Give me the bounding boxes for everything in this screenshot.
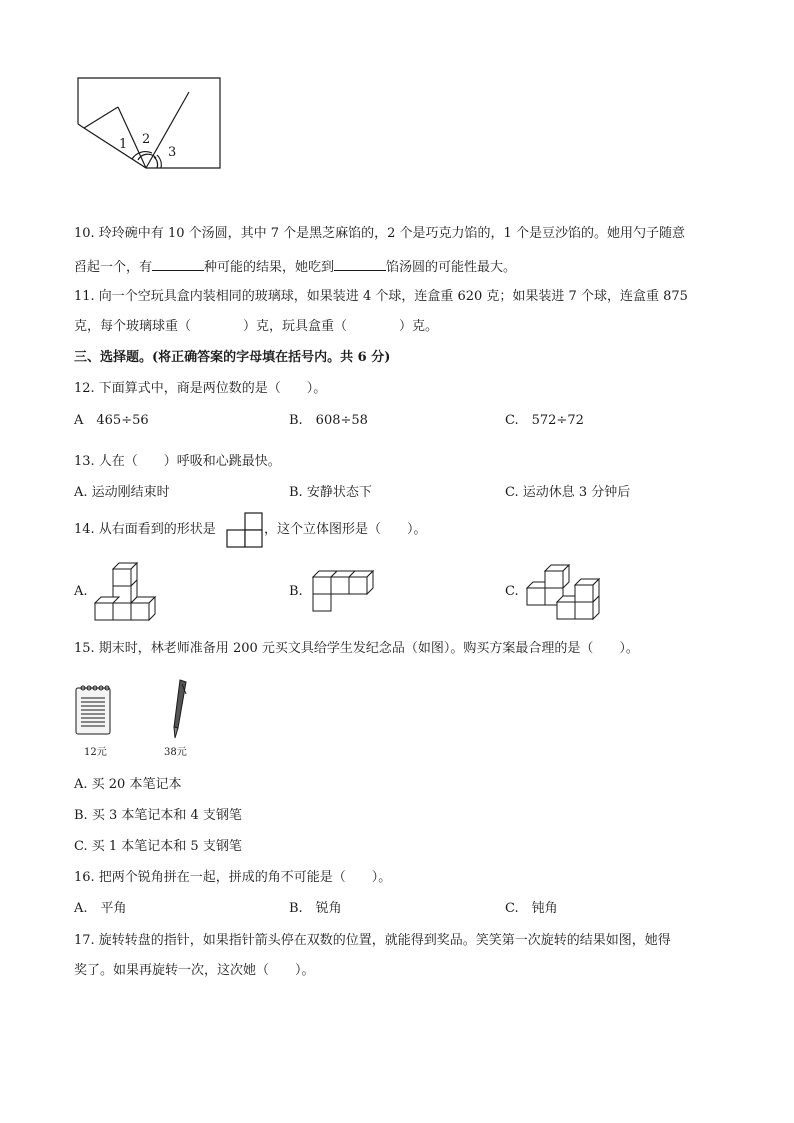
folded-paper-angle-figure — [72, 78, 232, 183]
q13-option-a[interactable]: A. 运动刚结束时 — [74, 485, 170, 500]
q13-option-c[interactable]: C. 运动休息 3 分钟后 — [505, 485, 631, 500]
q14-cube-figure-c[interactable] — [527, 562, 602, 622]
q14-stem-a: 14. 从右面看到的形状是 — [74, 522, 216, 537]
notebook-price: 12元 — [84, 747, 107, 758]
section-title: 三、选择题。(将正确答案的字母填在括号内。共 6 分) — [74, 350, 391, 365]
q16-option-c[interactable]: C. 钝角 — [505, 901, 558, 916]
q10-line2 — [74, 258, 516, 276]
q10-blank-1[interactable] — [152, 258, 204, 271]
q10-text-b: 种可能的结果，她吃到 — [204, 260, 335, 275]
q13-option-b[interactable]: B. 安静状态下 — [289, 485, 372, 500]
q16-option-a[interactable]: A. 平角 — [74, 901, 127, 916]
q12-option-c[interactable]: C. 572÷72 — [505, 413, 584, 428]
q16-stem: 16. 把两个锐角拼在一起，拼成的角不可能是（ ）。 — [74, 870, 392, 885]
q15-option-b[interactable]: B. 买 3 本笔记本和 4 支钢笔 — [74, 808, 242, 823]
q17-line1: 17. 旋转转盘的指针，如果指针箭头停在双数的位置，就能得到奖品。笑笑第一次旋转的结果如图，她得 — [74, 933, 671, 948]
q10-line1: 10. 玲玲碗中有 10 个汤圆，其中 7 个是黑芝麻馅的，2 个是巧克力馅的，1 个是豆沙馅的。她用勺子随意 — [74, 226, 685, 241]
q11-line1: 11. 向一个空玩具盒内装相同的玻璃球，如果装进 4 个球，连盒重 620 克；如果装进 7 个球，连盒重 875 — [74, 289, 688, 304]
q12-option-a[interactable]: A 465÷56 — [74, 413, 149, 428]
q14-cube-figure-b[interactable] — [313, 568, 383, 614]
q13-stem: 13. 人在（ ）呼吸和心跳最快。 — [74, 454, 281, 469]
pen-icon — [168, 678, 190, 740]
q14-stem-b: ，这个立体图形是（ ）。 — [264, 522, 427, 537]
q14-option-c[interactable]: C. — [505, 584, 519, 599]
q15-stem: 15. 期末时，林老师准备用 200 元买文具给学生发纪念品（如图）。购买方案最合理的是（ ）。 — [74, 641, 639, 656]
pen-price: 38元 — [164, 747, 187, 758]
notebook-icon — [74, 684, 114, 736]
q12-stem: 12. 下面算式中，商是两位数的是（ ）。 — [74, 381, 327, 396]
q17-line2: 奖了。如果再旋转一次，这次她（ ）。 — [74, 963, 315, 978]
q10-text-c: 馅汤圆的可能性最大。 — [386, 260, 517, 275]
q11-line2: 克，每个玻璃球重（ ）克，玩具盒重（ ）克。 — [74, 319, 439, 334]
q16-option-b[interactable]: B. 锐角 — [289, 901, 342, 916]
q14-cube-figure-a[interactable] — [95, 560, 165, 622]
angle-label-2: 2 — [142, 132, 151, 147]
right-view-shape — [226, 512, 264, 548]
q14-option-a[interactable]: A. — [74, 584, 88, 599]
q12-option-b[interactable]: B. 608÷58 — [289, 413, 368, 428]
angle-label-1: 1 — [119, 137, 128, 152]
q15-option-a[interactable]: A. 买 20 本笔记本 — [74, 777, 182, 792]
q15-option-c[interactable]: C. 买 1 本笔记本和 5 支钢笔 — [74, 839, 242, 854]
q10-blank-2[interactable] — [334, 258, 386, 271]
angle-label-3: 3 — [168, 145, 177, 160]
q14-option-b[interactable]: B. — [289, 584, 303, 599]
q10-text-a: 舀起一个，有 — [74, 260, 153, 275]
